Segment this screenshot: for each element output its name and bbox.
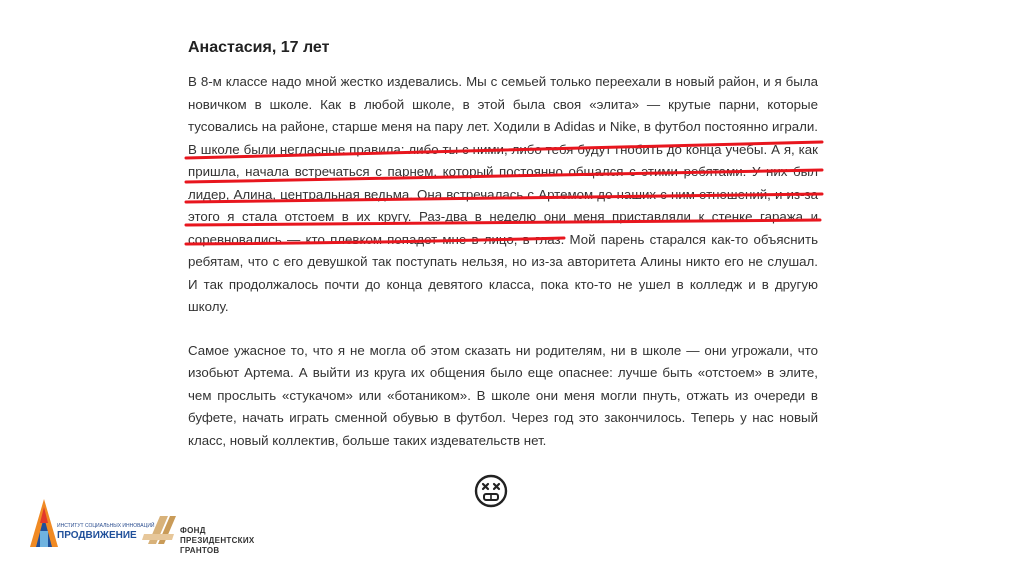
paragraph-line: пришла, начала встречаться с парнем, который постоянно общался с этими ребятами. У них был	[188, 164, 818, 179]
logo2-line: ПРЕЗИДЕНТСКИХ	[180, 536, 255, 545]
article-title: Анастасия, 17 лет	[188, 39, 330, 56]
paragraph-line: буфете, начать играть сменной обувью в футбол. Через год это закончилось. Теперь у нас новый	[188, 410, 818, 425]
logo2-line: ГРАНТОВ	[180, 546, 220, 555]
paragraph-line: В 8-м классе надо мной жестко издевались. Мы с семьей только переехали в новый район, и я была	[188, 74, 818, 89]
article	[188, 38, 818, 452]
presidential-grants-fund-logo	[140, 512, 180, 552]
paragraph-line: И так продолжалось почти до конца девятого класса, пока кто-то не ушел в колледж и в другую	[188, 276, 818, 292]
paragraph-line: тусовались на районе, старше меня на пару лет. Ходили в Adidas и Nike, в футбол постоянно играли.	[188, 119, 818, 134]
logo1-name: ПРОДВИЖЕНИЕ	[57, 530, 137, 541]
paragraph-line: этого я стала отстоем в их кругу. Раз-два в неделю они меня приставляли к стенке гаража и	[188, 209, 818, 224]
paragraph-line: Самое ужасное то, что я не могла об этом сказать ни родителям, ни в школе — они угрожали, что	[188, 342, 818, 358]
logo2-line: ФОНД	[180, 526, 206, 535]
logo1-subtitle: ИНСТИТУТ СОЦИАЛЬНЫХ ИННОВАЦИЙ	[57, 523, 155, 529]
paragraph-line: изобьют Артема. А выйти из круга их общения было еще опаснее: лучше быть «отстоем» в элите,	[188, 365, 818, 380]
logo2-text	[180, 526, 255, 556]
paragraph-line: класс, новый коллектив, больше таких издевательств нет.	[188, 432, 547, 448]
paragraph-line: соревновались — кто плевком попадет мне в лицо, в глаз. Мой парень старался как-то объяснить	[188, 231, 818, 247]
paragraph-line: лидер, Алина, центральная ведьма. Она встречалась с Артемом до наших с ним отношений, и из-за	[188, 186, 818, 202]
paragraph-1	[188, 71, 818, 319]
paragraph-line: школу.	[188, 299, 229, 314]
paragraph-2	[188, 340, 818, 453]
paragraph-line: новичком в школе. Как в любой школе, в этой была своя «элита» — крутые парни, которые	[188, 96, 818, 112]
dizzy-face-icon	[474, 474, 508, 508]
paragraph-line: В школе были негласные правила: либо ты с ними, либо тебя будут гнобить до конца учебы. А я, как	[188, 141, 818, 157]
paragraph-line: ребятам, что с его девушкой так поступать нельзя, но из-за авторитета Алины никто его не слушал.	[188, 254, 818, 269]
paragraph-line: чем прослыть «стукачом» или «ботаником». В школе они меня могли пнуть, отжать из очереди в	[188, 387, 818, 403]
